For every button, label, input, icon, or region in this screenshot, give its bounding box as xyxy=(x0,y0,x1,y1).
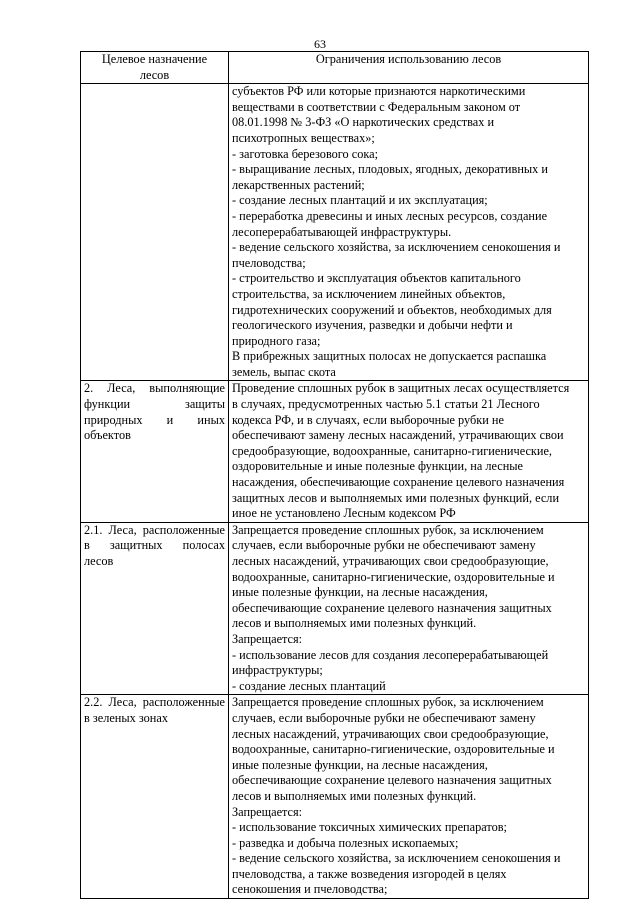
restriction-line: - заготовка березового сока; xyxy=(232,146,379,161)
header-purpose-line: лесов xyxy=(139,67,170,82)
restriction-line: Проведение сплошных рубок в защитных лесах осуществляется xyxy=(232,381,570,396)
restriction-line: инфраструктуры; xyxy=(232,663,323,678)
purpose-line: в защитных полосах xyxy=(84,538,225,553)
restriction-line: лесных насаждений, утрачивающих свои средообразующие, xyxy=(232,554,549,568)
purpose-cell xyxy=(81,695,229,899)
forest-restrictions-table xyxy=(80,51,589,899)
restriction-line: Запрещается проведение сплошных рубок, за исключением xyxy=(232,695,544,710)
header-purpose xyxy=(81,52,229,84)
restriction-line: земель, выпас скота xyxy=(232,364,336,379)
purpose-line: объектов xyxy=(84,428,131,443)
purpose-line: функции защиты xyxy=(84,397,225,412)
purpose-line: в зеленых зонах xyxy=(84,710,168,725)
purpose-line: природных и иных xyxy=(84,412,225,427)
restriction-line: обеспечивают замену лесных насаждений, утрачивающих свои xyxy=(232,428,564,443)
restriction-line: кодекса РФ, и в случаях, если выборочные рубки не xyxy=(232,412,504,427)
restriction-cell xyxy=(229,84,589,381)
table-row xyxy=(81,522,589,695)
restriction-line: В прибрежных защитных полосах не допускается распашка xyxy=(232,349,547,364)
purpose-cell xyxy=(81,84,229,381)
header-restrictions: Ограничения использованию лесов xyxy=(229,52,589,84)
restriction-line: пчеловодства; xyxy=(232,255,306,270)
restriction-line: пчеловодства, а также возведения изгородей в целях xyxy=(232,866,507,881)
restriction-line: иное не установлено Лесным кодексом РФ xyxy=(232,506,456,521)
purpose-cell xyxy=(81,381,229,522)
restriction-line: геологического изучения, разведки и добычи нефти и xyxy=(232,318,513,333)
restriction-line: - разведка и добыча полезных ископаемых; xyxy=(232,835,459,850)
restriction-line: случаев, если выборочные рубки не обеспечивают замену xyxy=(232,538,536,553)
restriction-line: оздоровительные и иные полезные функции, на лесные xyxy=(232,459,524,474)
purpose-line: лесов xyxy=(84,554,114,568)
restriction-line: - использование токсичных химических препаратов; xyxy=(232,820,507,835)
restriction-line: насаждения, обеспечивающие сохранение целевого назначения xyxy=(232,475,565,490)
table-row xyxy=(81,84,589,381)
table-row xyxy=(81,381,589,522)
table-row xyxy=(81,695,589,899)
table-header-row xyxy=(81,52,589,84)
restriction-cell xyxy=(229,695,589,899)
restriction-line: лесных насаждений, утрачивающих свои средообразующие, xyxy=(232,726,549,741)
restriction-line: обеспечивающие сохранение целевого назначения защитных xyxy=(232,600,552,615)
restriction-line: - переработка древесины и иных лесных ресурсов, создание xyxy=(232,208,548,223)
restriction-line: - ведение сельского хозяйства, за исключением сенокошения и xyxy=(232,240,561,255)
restriction-line: строительства, за исключением линейных объектов, xyxy=(232,286,506,301)
restriction-line: в случаях, предусмотренных частью 5.1 статьи 21 Лесного xyxy=(232,397,540,412)
purpose-line: 2.2. Леса, расположенные xyxy=(84,695,225,710)
restriction-line: лекарственных растений; xyxy=(232,177,365,192)
restriction-line: сенокошения и пчеловодства; xyxy=(232,882,388,897)
page-number: 63 xyxy=(314,37,326,51)
restriction-line: веществами в соответствии с Федеральным законом от xyxy=(232,99,521,114)
restriction-line: лесоперерабатывающей инфраструктуры. xyxy=(232,224,452,239)
purpose-line: 2.1. Леса, расположенные xyxy=(84,522,225,537)
restriction-line: - выращивание лесных, плодовых, ягодных, декоративных и xyxy=(232,162,548,177)
header-purpose-line: Целевое назначение xyxy=(101,52,208,66)
table-body xyxy=(81,84,589,899)
restriction-line: - ведение сельского хозяйства, за исключением сенокошения и xyxy=(232,851,561,866)
restriction-line: Запрещается: xyxy=(232,631,303,646)
restriction-line: 08.01.1998 № 3-ФЗ «О наркотических средствах и xyxy=(232,115,495,130)
restriction-line: иные полезные функции, на лесные насаждения, xyxy=(232,757,488,772)
restriction-line: обеспечивающие сохранение целевого назначения защитных xyxy=(232,773,552,788)
restriction-line: - создание лесных плантаций и их эксплуатация; xyxy=(232,193,488,208)
restriction-line: случаев, если выборочные рубки не обеспечивают замену xyxy=(232,710,536,725)
restriction-line: Запрещается проведение сплошных рубок, за исключением xyxy=(232,522,544,537)
restriction-line: иные полезные функции, на лесные насаждения, xyxy=(232,585,488,600)
restriction-line: природного газа; xyxy=(232,333,321,348)
restriction-line: гидротехнических сооружений и объектов, необходимых для xyxy=(232,302,552,317)
purpose-line: 2. Леса, выполняющие xyxy=(84,381,225,396)
restriction-cell xyxy=(229,381,589,522)
restriction-line: водоохранные, санитарно-гигиенические, оздоровительные и xyxy=(232,569,555,584)
restriction-line: средообразующие, водоохранные, санитарно-гигиенические, xyxy=(232,443,553,458)
restriction-line: защитных лесов и выполняемых ими полезных функций, если xyxy=(232,490,560,505)
restriction-cell xyxy=(229,522,589,695)
restriction-line: лесов и выполняемых ими полезных функций. xyxy=(232,788,477,803)
restriction-line: психотропных веществах»; xyxy=(232,130,375,145)
restriction-line: - использование лесов для создания лесоперерабатывающей xyxy=(232,647,549,662)
purpose-cell xyxy=(81,522,229,695)
restriction-line: Запрещается: xyxy=(232,804,303,819)
restriction-line: - строительство и эксплуатация объектов капитального xyxy=(232,271,521,286)
restriction-line: лесов и выполняемых ими полезных функций. xyxy=(232,616,477,631)
restriction-line: субъектов РФ или которые признаются наркотическими xyxy=(232,84,526,99)
restriction-line: водоохранные, санитарно-гигиенические, оздоровительные и xyxy=(232,742,555,757)
restriction-line: - создание лесных плантаций xyxy=(232,678,386,693)
